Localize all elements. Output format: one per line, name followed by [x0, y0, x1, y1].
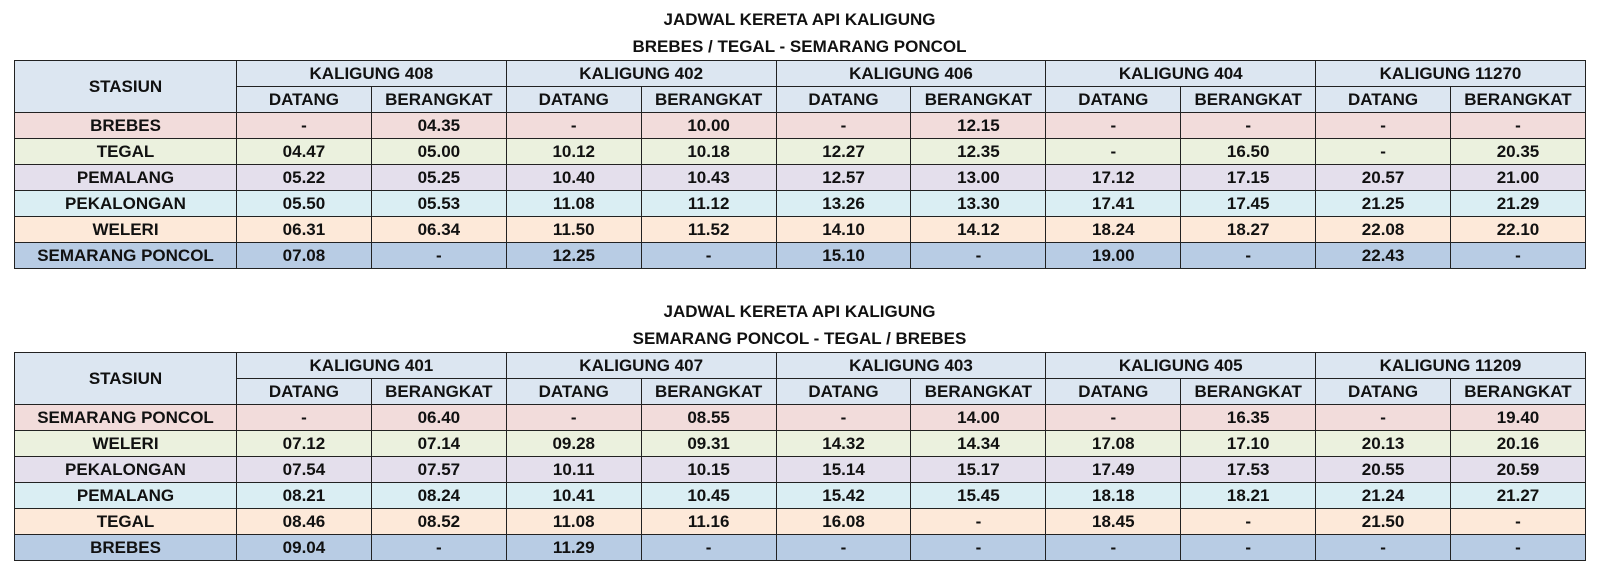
- time-cell: 14.34: [911, 431, 1046, 457]
- time-cell: 16.50: [1181, 139, 1316, 165]
- arrival-header: DATANG: [776, 87, 911, 113]
- train-header: KALIGUNG 408: [237, 61, 507, 87]
- time-cell: 11.29: [506, 535, 641, 561]
- time-cell: -: [1451, 113, 1586, 139]
- departure-header: BERANGKAT: [1181, 379, 1316, 405]
- time-cell: 04.35: [371, 113, 506, 139]
- time-cell: 20.59: [1451, 457, 1586, 483]
- time-cell: 13.30: [911, 191, 1046, 217]
- train-header: KALIGUNG 403: [776, 353, 1046, 379]
- time-cell: 12.27: [776, 139, 911, 165]
- time-cell: 18.18: [1046, 483, 1181, 509]
- arrival-header: DATANG: [506, 379, 641, 405]
- time-cell: -: [776, 113, 911, 139]
- train-header: KALIGUNG 401: [237, 353, 507, 379]
- table-row: [15, 509, 1586, 535]
- time-cell: -: [1181, 243, 1316, 269]
- time-cell: 21.27: [1451, 483, 1586, 509]
- time-cell: -: [1451, 509, 1586, 535]
- time-cell: 21.29: [1451, 191, 1586, 217]
- time-cell: 17.53: [1181, 457, 1316, 483]
- station-name: PEMALANG: [15, 483, 237, 509]
- time-cell: 18.45: [1046, 509, 1181, 535]
- time-cell: -: [1181, 535, 1316, 561]
- table-row: [15, 243, 1586, 269]
- train-header: KALIGUNG 11270: [1316, 61, 1586, 87]
- time-cell: 18.27: [1181, 217, 1316, 243]
- time-cell: 21.25: [1316, 191, 1451, 217]
- time-cell: -: [911, 243, 1046, 269]
- time-cell: 06.40: [371, 405, 506, 431]
- schedule-block-return: [14, 298, 1585, 561]
- time-cell: 14.32: [776, 431, 911, 457]
- time-cell: 11.50: [506, 217, 641, 243]
- station-name: SEMARANG PONCOL: [15, 405, 237, 431]
- time-cell: 06.31: [237, 217, 372, 243]
- time-cell: 20.13: [1316, 431, 1451, 457]
- table-row: [15, 405, 1586, 431]
- station-header: STASIUN: [15, 353, 237, 405]
- time-cell: 18.24: [1046, 217, 1181, 243]
- arrival-header: DATANG: [237, 379, 372, 405]
- time-cell: -: [1451, 243, 1586, 269]
- time-cell: 10.00: [641, 113, 776, 139]
- time-cell: -: [641, 535, 776, 561]
- departure-header: BERANGKAT: [641, 379, 776, 405]
- time-cell: -: [1316, 535, 1451, 561]
- time-cell: 11.52: [641, 217, 776, 243]
- time-cell: -: [776, 405, 911, 431]
- time-cell: 20.57: [1316, 165, 1451, 191]
- arrival-header: DATANG: [1316, 87, 1451, 113]
- time-cell: -: [1181, 113, 1316, 139]
- time-cell: 21.50: [1316, 509, 1451, 535]
- time-cell: 10.18: [641, 139, 776, 165]
- time-cell: 21.24: [1316, 483, 1451, 509]
- time-cell: -: [371, 243, 506, 269]
- time-cell: 05.25: [371, 165, 506, 191]
- schedule-block-outbound: [14, 6, 1585, 269]
- time-cell: -: [1181, 509, 1316, 535]
- time-cell: 10.11: [506, 457, 641, 483]
- time-cell: 08.55: [641, 405, 776, 431]
- time-cell: 05.22: [237, 165, 372, 191]
- time-cell: 17.10: [1181, 431, 1316, 457]
- time-cell: 15.14: [776, 457, 911, 483]
- departure-header: BERANGKAT: [1451, 87, 1586, 113]
- time-cell: -: [911, 535, 1046, 561]
- time-cell: 08.46: [237, 509, 372, 535]
- schedule-subtitle: BREBES / TEGAL - SEMARANG PONCOL: [632, 37, 967, 56]
- departure-header: BERANGKAT: [1451, 379, 1586, 405]
- arrival-header: DATANG: [1046, 379, 1181, 405]
- arrival-header: DATANG: [1046, 87, 1181, 113]
- train-header: KALIGUNG 407: [506, 353, 776, 379]
- time-cell: 22.10: [1451, 217, 1586, 243]
- time-cell: 10.45: [641, 483, 776, 509]
- time-cell: -: [1316, 113, 1451, 139]
- time-cell: 16.08: [776, 509, 911, 535]
- table-row: [15, 217, 1586, 243]
- time-cell: -: [371, 535, 506, 561]
- time-cell: 19.00: [1046, 243, 1181, 269]
- train-header: KALIGUNG 404: [1046, 61, 1316, 87]
- arrival-header: DATANG: [776, 379, 911, 405]
- time-cell: 07.54: [237, 457, 372, 483]
- schedule-subtitle: SEMARANG PONCOL - TEGAL / BREBES: [632, 329, 967, 348]
- station-name: PEMALANG: [15, 165, 237, 191]
- time-cell: 06.34: [371, 217, 506, 243]
- time-cell: 09.28: [506, 431, 641, 457]
- time-cell: 11.12: [641, 191, 776, 217]
- time-cell: 07.08: [237, 243, 372, 269]
- departure-header: BERANGKAT: [911, 87, 1046, 113]
- time-cell: 15.42: [776, 483, 911, 509]
- time-cell: 16.35: [1181, 405, 1316, 431]
- time-cell: 10.40: [506, 165, 641, 191]
- time-cell: -: [1316, 139, 1451, 165]
- train-header: KALIGUNG 11209: [1316, 353, 1586, 379]
- table-row: [15, 113, 1586, 139]
- station-name: TEGAL: [15, 139, 237, 165]
- departure-header: BERANGKAT: [911, 379, 1046, 405]
- station-name: PEKALONGAN: [15, 191, 237, 217]
- time-cell: 18.21: [1181, 483, 1316, 509]
- arrival-header: DATANG: [237, 87, 372, 113]
- time-cell: -: [1046, 405, 1181, 431]
- time-cell: 12.15: [911, 113, 1046, 139]
- time-cell: 05.00: [371, 139, 506, 165]
- time-cell: 17.12: [1046, 165, 1181, 191]
- time-cell: 15.10: [776, 243, 911, 269]
- time-cell: 11.08: [506, 509, 641, 535]
- table-row: [15, 139, 1586, 165]
- time-cell: 20.35: [1451, 139, 1586, 165]
- time-cell: -: [506, 405, 641, 431]
- time-cell: 10.15: [641, 457, 776, 483]
- arrival-header: DATANG: [506, 87, 641, 113]
- time-cell: 05.53: [371, 191, 506, 217]
- time-cell: -: [641, 243, 776, 269]
- time-cell: -: [237, 405, 372, 431]
- time-cell: 17.15: [1181, 165, 1316, 191]
- time-cell: -: [911, 509, 1046, 535]
- time-cell: 12.35: [911, 139, 1046, 165]
- time-cell: 08.24: [371, 483, 506, 509]
- time-cell: 17.45: [1181, 191, 1316, 217]
- train-header: KALIGUNG 402: [506, 61, 776, 87]
- time-cell: -: [237, 113, 372, 139]
- time-cell: 14.00: [911, 405, 1046, 431]
- time-cell: -: [776, 535, 911, 561]
- station-name: BREBES: [15, 113, 237, 139]
- station-name: WELERI: [15, 217, 237, 243]
- time-cell: 14.10: [776, 217, 911, 243]
- table-row: [15, 431, 1586, 457]
- schedule-title: JADWAL KERETA API KALIGUNG: [663, 10, 936, 29]
- station-header: STASIUN: [15, 61, 237, 113]
- time-cell: 15.45: [911, 483, 1046, 509]
- departure-header: BERANGKAT: [1181, 87, 1316, 113]
- time-cell: -: [1451, 535, 1586, 561]
- schedule-table: [14, 352, 1586, 561]
- time-cell: 17.41: [1046, 191, 1181, 217]
- time-cell: 09.31: [641, 431, 776, 457]
- time-cell: 07.14: [371, 431, 506, 457]
- time-cell: 08.52: [371, 509, 506, 535]
- time-cell: 12.25: [506, 243, 641, 269]
- time-cell: -: [1046, 113, 1181, 139]
- station-name: WELERI: [15, 431, 237, 457]
- time-cell: 20.16: [1451, 431, 1586, 457]
- time-cell: 13.26: [776, 191, 911, 217]
- time-cell: 09.04: [237, 535, 372, 561]
- station-name: SEMARANG PONCOL: [15, 243, 237, 269]
- time-cell: 10.41: [506, 483, 641, 509]
- table-row: [15, 483, 1586, 509]
- station-name: PEKALONGAN: [15, 457, 237, 483]
- time-cell: 04.47: [237, 139, 372, 165]
- time-cell: 13.00: [911, 165, 1046, 191]
- station-name: BREBES: [15, 535, 237, 561]
- time-cell: -: [506, 113, 641, 139]
- train-header: KALIGUNG 406: [776, 61, 1046, 87]
- time-cell: -: [1046, 139, 1181, 165]
- station-name: TEGAL: [15, 509, 237, 535]
- time-cell: 14.12: [911, 217, 1046, 243]
- time-cell: 11.16: [641, 509, 776, 535]
- departure-header: BERANGKAT: [371, 87, 506, 113]
- arrival-header: DATANG: [1316, 379, 1451, 405]
- schedule-table: [14, 60, 1586, 269]
- time-cell: 17.49: [1046, 457, 1181, 483]
- time-cell: 17.08: [1046, 431, 1181, 457]
- time-cell: 21.00: [1451, 165, 1586, 191]
- time-cell: 07.57: [371, 457, 506, 483]
- time-cell: 15.17: [911, 457, 1046, 483]
- time-cell: 12.57: [776, 165, 911, 191]
- table-row: [15, 535, 1586, 561]
- time-cell: -: [1046, 535, 1181, 561]
- time-cell: 10.43: [641, 165, 776, 191]
- time-cell: 22.43: [1316, 243, 1451, 269]
- time-cell: 07.12: [237, 431, 372, 457]
- departure-header: BERANGKAT: [641, 87, 776, 113]
- time-cell: 20.55: [1316, 457, 1451, 483]
- time-cell: 08.21: [237, 483, 372, 509]
- table-row: [15, 457, 1586, 483]
- time-cell: 10.12: [506, 139, 641, 165]
- table-row: [15, 191, 1586, 217]
- table-row: [15, 165, 1586, 191]
- train-header: KALIGUNG 405: [1046, 353, 1316, 379]
- time-cell: 19.40: [1451, 405, 1586, 431]
- time-cell: -: [1316, 405, 1451, 431]
- schedule-title: JADWAL KERETA API KALIGUNG: [663, 302, 936, 321]
- time-cell: 22.08: [1316, 217, 1451, 243]
- time-cell: 11.08: [506, 191, 641, 217]
- time-cell: 05.50: [237, 191, 372, 217]
- departure-header: BERANGKAT: [371, 379, 506, 405]
